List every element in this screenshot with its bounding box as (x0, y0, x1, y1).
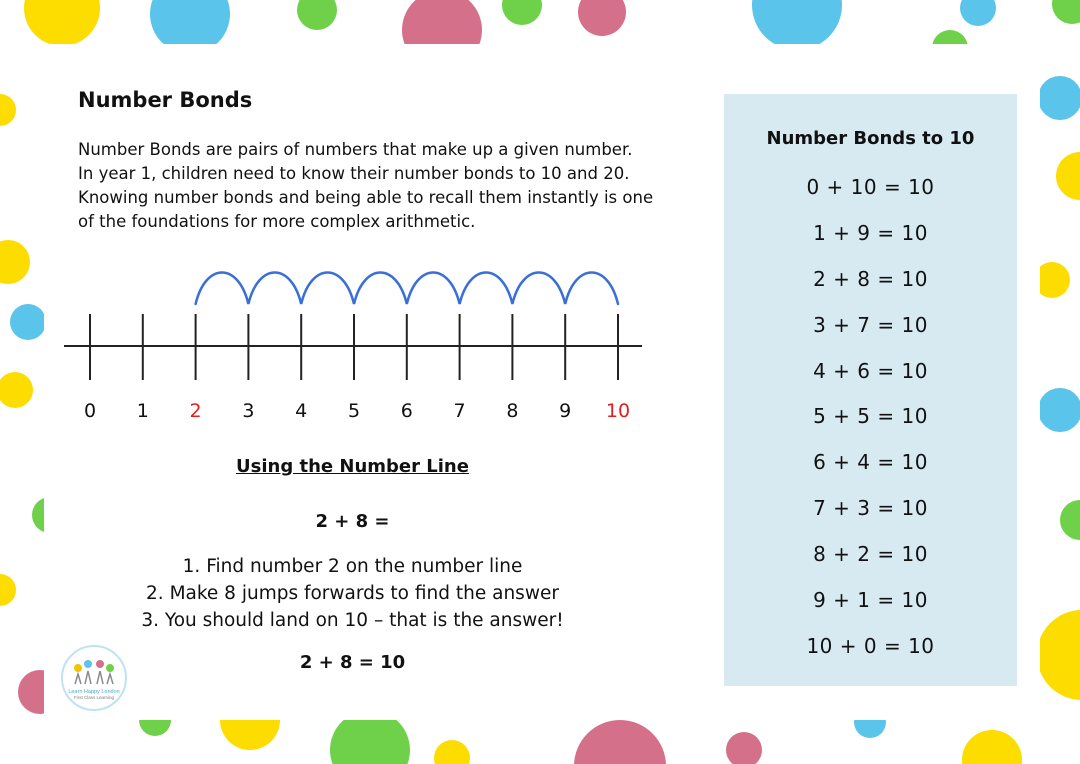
dot-pink (574, 720, 666, 764)
dot-blue (960, 0, 996, 26)
dot-blue (752, 0, 842, 50)
dot-yellow (0, 372, 33, 408)
bond-item: 7 + 3 = 10 (813, 496, 928, 521)
logo-text: Learn Happy London (68, 689, 120, 695)
intro-line: Knowing number bonds and being able to recall them instantly is one (78, 188, 654, 207)
bond-item: 9 + 1 = 10 (813, 588, 928, 613)
number-line-diagram (60, 262, 650, 432)
bond-item: 1 + 9 = 10 (813, 220, 928, 245)
intro-line: In year 1, children need to know their number bonds to 10 and 20. (78, 164, 630, 183)
dot-yellow (24, 0, 100, 46)
step-item: 1. Find number 2 on the number line (182, 556, 523, 577)
number-line-label: 8 (506, 400, 519, 422)
bond-item: 0 + 10 = 10 (806, 175, 935, 199)
number-line-label: 4 (295, 400, 308, 422)
jump-arcs (196, 273, 618, 305)
instruction-steps (80, 553, 625, 634)
number-line-label: 2 (189, 400, 202, 422)
bond-item: 6 + 4 = 10 (813, 450, 928, 475)
learn-happy-london-logo (60, 644, 128, 712)
dot-pink (726, 732, 762, 764)
bond-item: 2 + 8 = 10 (813, 266, 928, 291)
panel-title: Number Bonds to 10 (766, 128, 975, 149)
logo-subtext: First Class Learning (73, 695, 115, 700)
number-line-label: 9 (559, 400, 572, 422)
bond-item: 10 + 0 = 10 (806, 633, 935, 658)
bond-item: 3 + 7 = 10 (813, 312, 928, 337)
intro-paragraph (78, 138, 718, 234)
bond-item: 5 + 5 = 10 (813, 404, 928, 429)
number-line-label: 10 (605, 400, 631, 422)
bond-item: 8 + 2 = 10 (813, 542, 928, 567)
number-line-label: 6 (400, 400, 413, 422)
bond-item: 4 + 6 = 10 (813, 358, 928, 383)
dot-blue (1038, 388, 1080, 432)
dot-green (297, 0, 337, 30)
section-heading: Using the Number Line (236, 456, 469, 477)
dot-yellow (1037, 610, 1080, 700)
step-item: 2. Make 8 jumps forwards to find the answer (146, 583, 559, 604)
number-line-label: 5 (347, 400, 361, 422)
example-answer: 2 + 8 = 10 (299, 652, 406, 673)
step-item: 3. You should land on 10 – that is the answer! (141, 610, 564, 631)
dot-green (1052, 0, 1080, 24)
intro-line: of the foundations for more complex arithmetic. (78, 212, 476, 231)
number-line-label: 1 (136, 400, 149, 422)
dot-yellow (434, 740, 470, 764)
dot-yellow (962, 730, 1022, 764)
number-line-label: 3 (242, 400, 255, 422)
dot-pink (578, 0, 626, 36)
bonds-list (724, 173, 1017, 678)
example-equation: 2 + 8 = (315, 511, 390, 532)
dot-yellow (1056, 152, 1080, 200)
page-title: Number Bonds (78, 88, 253, 112)
number-line-label: 0 (83, 400, 97, 422)
number-line-label: 7 (453, 400, 466, 422)
dot-yellow (0, 574, 16, 606)
dot-green (1060, 500, 1080, 540)
dot-blue (1038, 76, 1080, 120)
number-bonds-panel (724, 94, 1017, 686)
dot-blue (10, 304, 46, 340)
intro-line: Number Bonds are pairs of numbers that make up a given number. (78, 140, 633, 159)
dot-yellow (0, 94, 16, 126)
dot-yellow (0, 240, 30, 284)
dot-green (502, 0, 542, 25)
